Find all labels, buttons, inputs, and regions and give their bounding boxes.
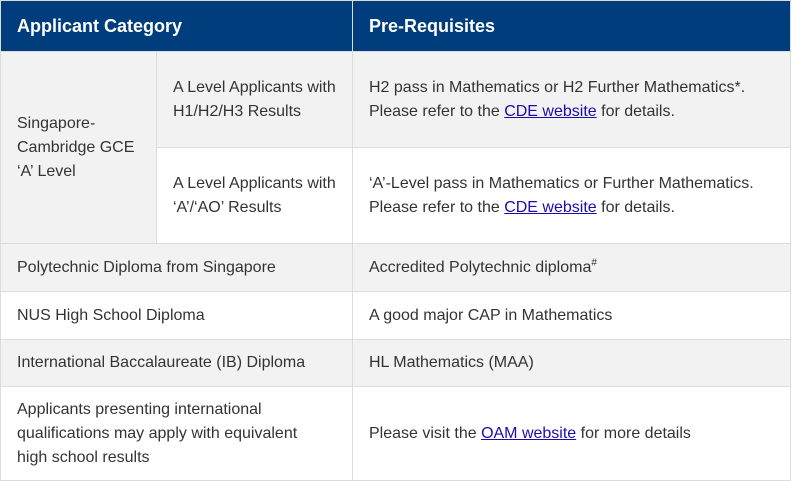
category-ib: International Baccalaureate (IB) Diploma — [1, 340, 353, 387]
prereq-a-ao-suffix: for details. — [596, 198, 675, 216]
prereq-international-suffix: for more details — [576, 424, 691, 442]
header-pre-requisites: Pre-Requisites — [353, 1, 791, 52]
hash-footnote-marker: # — [591, 257, 597, 269]
prereq-polytechnic — [353, 244, 791, 292]
prereq-h1h2h3 — [353, 52, 791, 148]
prereq-h1h2h3-text: H2 pass in Mathematics or H2 Further Mathematics*. Please refer to the — [369, 78, 746, 120]
prereq-a-ao-text: ‘A’-Level pass in Mathematics or Further Mathematics. Please refer to the — [369, 174, 754, 216]
table-row-international — [1, 387, 791, 481]
category-nus-high: NUS High School Diploma — [1, 292, 353, 340]
prereq-ib: HL Mathematics (MAA) — [353, 340, 791, 387]
subcategory-a-ao: A Level Applicants with ‘A’/‘AO’ Results — [157, 148, 353, 244]
prereq-h1h2h3-suffix: for details. — [596, 102, 675, 120]
subcategory-h1h2h3: A Level Applicants with H1/H2/H3 Results — [157, 52, 353, 148]
category-international: Applicants presenting international qualifications may apply with equivalent high school results — [1, 387, 353, 481]
table-header-row — [1, 1, 791, 52]
cde-website-link[interactable]: CDE website — [504, 198, 597, 216]
table-row-polytechnic — [1, 244, 791, 292]
cde-website-link[interactable]: CDE website — [504, 102, 597, 120]
category-polytechnic: Polytechnic Diploma from Singapore — [1, 244, 353, 292]
prereq-nus-high: A good major CAP in Mathematics — [353, 292, 791, 340]
table-row-gce-h1h2h3 — [1, 52, 791, 148]
prereq-a-ao — [353, 148, 791, 244]
prereq-international — [353, 387, 791, 481]
table-row-ib — [1, 340, 791, 387]
prereq-polytechnic-text: Accredited Polytechnic diploma — [369, 258, 592, 276]
category-gce-a-level: Singapore-Cambridge GCE ‘A’ Level — [1, 52, 157, 244]
header-applicant-category: Applicant Category — [1, 1, 353, 52]
oam-website-link[interactable]: OAM website — [481, 424, 577, 442]
prereq-international-text: Please visit the — [369, 424, 482, 442]
table-row-nus-high — [1, 292, 791, 340]
